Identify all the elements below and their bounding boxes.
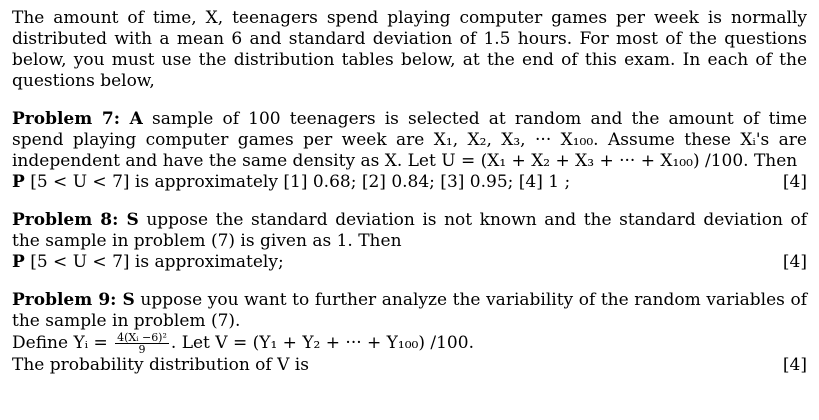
problem-7 bbox=[12, 109, 807, 193]
problem-7-marks: [4] bbox=[782, 172, 807, 192]
problem-8-text bbox=[12, 210, 807, 252]
problem-9-body: uppose you want to further analyze the variability of the random variables of the sample in problem (7). bbox=[12, 290, 807, 331]
problem-8 bbox=[12, 210, 807, 273]
problem-9-text bbox=[12, 290, 807, 332]
problem-8-marks: [4] bbox=[782, 252, 807, 272]
problem-8-prob-expr: [5 < U < 7] is approximately; bbox=[30, 252, 284, 272]
problem-9-marks: [4] bbox=[782, 355, 807, 375]
problem-9-frac-num: 4(Xᵢ −6)² bbox=[117, 331, 167, 344]
problem-8-label: Problem 8: S bbox=[12, 210, 139, 230]
problem-8-prob-label: P bbox=[12, 252, 25, 272]
problem-7-prob-label: P bbox=[12, 172, 25, 192]
problem-9-frac-den: 9 bbox=[138, 343, 146, 356]
problem-9-last-line bbox=[12, 355, 807, 376]
problem-9-label: Problem 9: S bbox=[12, 290, 135, 310]
problem-9 bbox=[12, 290, 807, 376]
problem-9-define-prefix: Define Yᵢ = bbox=[12, 333, 108, 353]
problem-9-define-suffix: . Let V = (Y₁ + Y₂ + ··· + Y₁₀₀) /100. bbox=[170, 333, 474, 353]
problem-7-text bbox=[12, 109, 807, 172]
intro-paragraph bbox=[12, 8, 807, 92]
problem-8-last-line bbox=[12, 252, 807, 273]
problem-9-final: The probability distribution of V is bbox=[12, 355, 309, 375]
problem-9-fraction bbox=[115, 332, 169, 355]
problem-7-body: sample of 100 teenagers is selected at random and the amount of time spend playing computer games per week are X₁, X₂, X₃, ··· X₁₀₀. Assume these Xᵢ's are independent and have the same density as X. Let U = (X₁ + X₂ + X₃ + ··· + X₁₀₀) /100. Then bbox=[12, 109, 808, 171]
intro-text: The amount of time, X, teenagers spend playing computer games per week is normally distributed with a mean 6 and standard deviation of 1.5 hours. For most of the questions below, you must use the distribution tables below, at the end of this exam. In each of the questions below, bbox=[12, 8, 807, 91]
problem-9-define-line bbox=[12, 332, 807, 355]
problem-7-prob-expr: [5 < U < 7] is approximately [1] 0.68; [2] 0.84; [3] 0.95; [4] 1 ; bbox=[30, 172, 571, 192]
problem-7-label: Problem 7: A bbox=[12, 109, 143, 129]
problem-8-body: uppose the standard deviation is not known and the standard deviation of the sample in problem (7) is given as 1. Then bbox=[12, 210, 807, 251]
problem-7-last-line bbox=[12, 172, 807, 193]
